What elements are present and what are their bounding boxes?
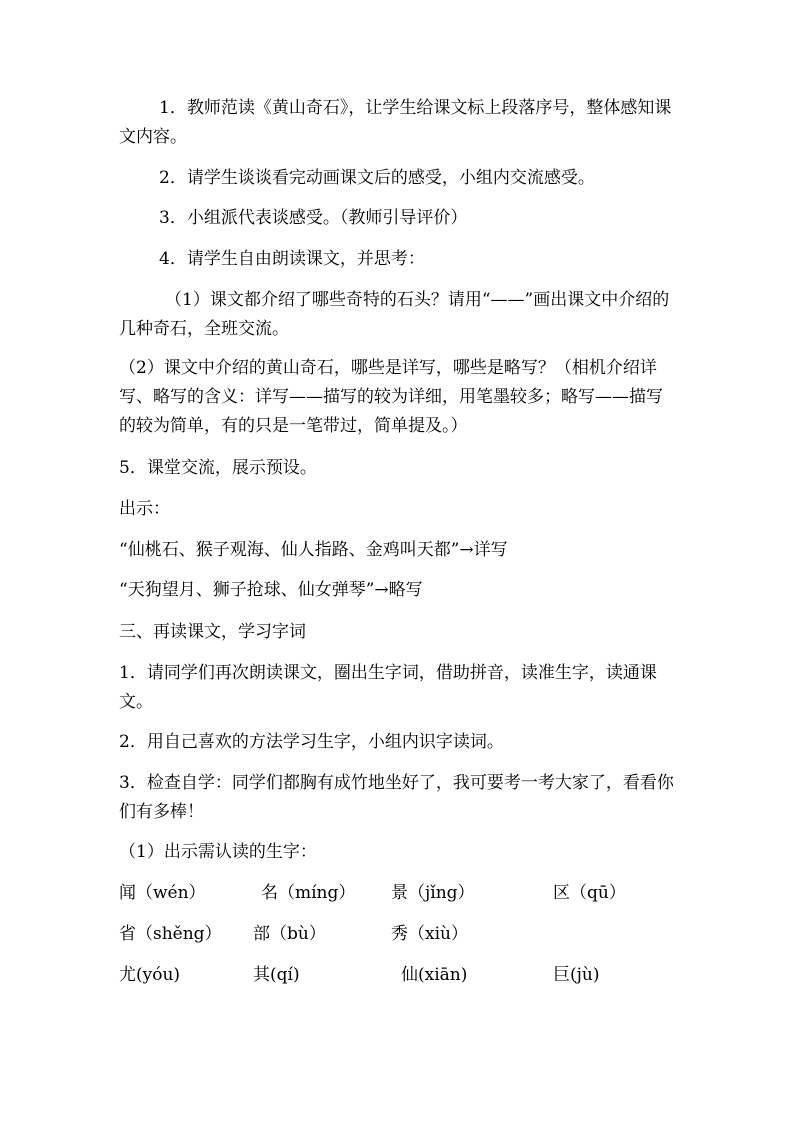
character-item: 景（jǐng） bbox=[391, 883, 475, 903]
character-item: 其(qí) bbox=[253, 965, 300, 985]
character-item: 仙(xiān) bbox=[401, 965, 468, 985]
character-item: 巨(jù) bbox=[553, 965, 600, 985]
character-item: 秀（xiù） bbox=[391, 924, 468, 944]
character-item: 区（qū） bbox=[553, 883, 626, 903]
section-3-sub-1: （1）出示需认读的生字： bbox=[119, 842, 317, 862]
character-item: 部（bù） bbox=[253, 924, 326, 944]
show-brief-line: “天狗望月、狮子抢球、仙女弹琴”→略写 bbox=[119, 580, 423, 600]
question-1-paragraph: （1）课文都介绍了哪些奇特的石头？请用“——”画出课文中介绍的几种奇石，全班交流。 bbox=[119, 290, 670, 339]
show-detailed-line: “仙桃石、猴子观海、仙人指路、金鸡叫天都”→详写 bbox=[119, 540, 508, 560]
character-item: 省（shěng） bbox=[119, 924, 222, 944]
character-item: 闻（wén） bbox=[119, 883, 206, 903]
section-3-item-1: 1．请同学们再次朗读课文，圈出生字词，借助拼音，读准生字，读通课文。 bbox=[119, 663, 657, 712]
step-5-paragraph: 5．课堂交流，展示预设。 bbox=[119, 458, 317, 478]
show-label: 出示： bbox=[119, 499, 170, 519]
step-1-paragraph: 1．教师范读《黄山奇石》，让学生给课文标上段落序号，整体感知课文内容。 bbox=[119, 98, 672, 147]
step-3-paragraph: 3．小组派代表谈感受。（教师引导评价） bbox=[159, 208, 468, 228]
section-3-item-3: 3．检查自学：同学们都胸有成竹地坐好了，我可要考一考大家了，看看你们有多棒！ bbox=[119, 773, 674, 822]
character-item: 名（míng） bbox=[261, 883, 356, 903]
section-3-item-2: 2．用自己喜欢的方法学习生字，小组内识字读词。 bbox=[119, 732, 504, 752]
character-row-2 bbox=[119, 920, 675, 949]
character-row-1 bbox=[119, 879, 675, 908]
step-2-paragraph: 2．请学生谈谈看完动画课文后的感受，小组内交流感受。 bbox=[159, 168, 595, 188]
character-item: 尤(yóu) bbox=[119, 965, 181, 985]
question-2-paragraph: （2）课文中介绍的黄山奇石，哪些是详写，哪些是略写？（相机介绍详写、略写的含义：详写——描写的较为详细，用笔墨较多；略写——描写的较为简单，有的只是一笔带过，简单提及。） bbox=[119, 358, 663, 436]
character-row-3 bbox=[119, 961, 675, 990]
section-3-heading: 三、再读课文，学习字词 bbox=[119, 622, 306, 642]
step-4-paragraph: 4．请学生自由朗读课文，并思考： bbox=[159, 249, 425, 269]
